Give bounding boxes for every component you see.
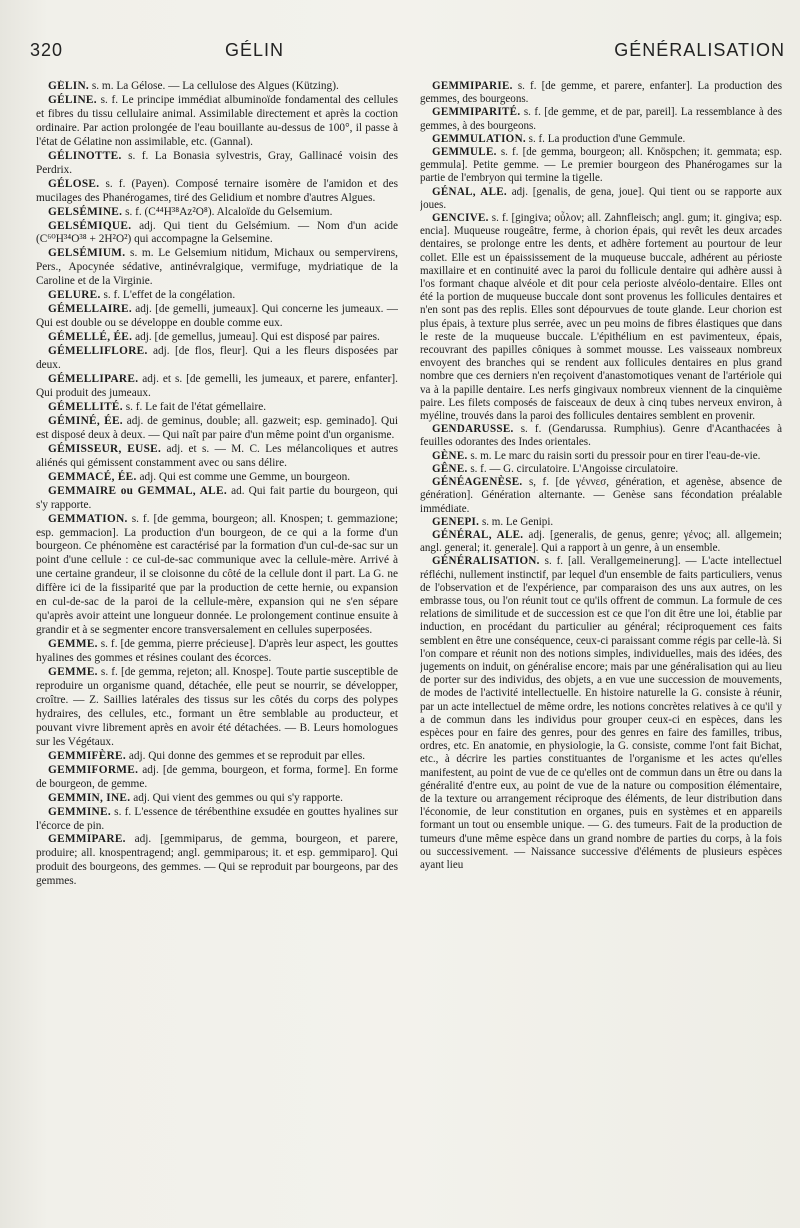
entry-definition: adj. et s. — M. C. Les mélancoliques et autres aliénés qui gémissent constamment avec ou sans délire. [36, 442, 398, 469]
entry-headword: GEMMIFÈRE. [48, 749, 126, 762]
entry-headword: GENEPI. [432, 515, 480, 528]
entry-definition: s. m. Le Gelsemium nitidum, Michaux ou sempervirens, Pers., Apocynée sédative, antinévralgique, vermifuge, mydriatique de la Caroline et de la Virginie. [36, 247, 398, 288]
dictionary-entry [36, 80, 398, 94]
dictionary-entry [36, 750, 398, 764]
entry-headword: GÉMELLAIRE. [48, 303, 132, 316]
entry-headword: GELSÉMIUM. [48, 247, 126, 260]
dictionary-entry [420, 80, 782, 106]
entry-definition: s. f. [all. Verallgemeinerung]. — L'acte intellectuel réfléchi, nullement instinctif, par lequel d'un ensemble de faits particuliers, venus de l'observation et de l'expérience, par comparaison des uns aux autres, on les embrasse tous, ou l'on réunit tout ce qu'ils offrent de commun. La formule de ces relations de similitude et de succession est ce que l'on dit être une loi, établie par induction, en procédant du particulier au général; réciproquement ces faits semblent en être une conséquence, ceux-ci paraissant comme régis par celle-là. Si l'on compare et réunit non des notions simples, individuelles, mais des idées, des jugements on induit, on généralise encore; mais par une généralisation qui au lieu de porter sur des individus, des objets, a en vue une succession de mouvements, de modes de l'activité intellectuelle. En histoire naturelle la G. consiste à réunir, par un acte intellectuel de même ordre, les notions concrètes relatives à ce qu'il y a de commun dans les individus pour grouper ceux-ci en espèces, dans les espèces pour en faire des genres, pour des genres en faire des familles, tribus, ordres, etc. En anatomie, en physiologie, la G. consiste, comme l'ont fait Bichat, etc., à décrire les parties constituantes de l'organisme et les actes qu'elles manifestent, au point de vue de ce qu'elles ont de commun dans un être ou dans la généralité d'entre eux, au point de vue de la nature ou composition élémentaire, de la texture ou arrangement réciproque des éléments, de leur distribution dans l'économie, de leur constitution en organes, puis en systèmes et en appareils formant un tout ou ensemble unique. — G. des tumeurs. Fait de la production de tumeurs d'une même espèce dans un grand nombre de parties du corps, à la fois ou successivement. — Naissance successive d'éléments de plusieurs espèces ayant lieu [420, 555, 782, 871]
entry-headword: GÉNÉRAL, ALE. [432, 528, 524, 541]
dictionary-entry [420, 450, 782, 463]
dictionary-entry [36, 415, 398, 443]
entry-headword: GÈNE. [432, 449, 468, 462]
entry-headword: GÉMINÉ, ÉE. [48, 414, 123, 427]
entry-definition: adj. Qui donne des gemmes et se reproduit par elles. [126, 749, 366, 762]
running-header [30, 40, 785, 68]
entry-definition: adj. de geminus, double; all. gazweit; esp. geminado]. Qui est disposé deux à deux. — Qui naît par paire d'un même point d'un organisme. [36, 414, 398, 441]
entry-headword: GENCIVE. [432, 212, 489, 225]
entry-definition: s. f. (Payen). Composé ternaire isomère de l'amidon et des mucilages des Phanérogames, tiré des Gelidium et nombre d'autres Algues. [36, 177, 398, 204]
entry-headword: GÉNÉRALISATION. [432, 555, 540, 568]
entry-headword: GÉLINOTTE. [48, 149, 122, 162]
dictionary-entry [420, 529, 782, 555]
entry-definition: adj. [gemmiparus, de gemma, bourgeon, et parere, produire; all. knospentragend; angl. gemmiparous; it. et esp. gemmiparo]. Qui produit des bourgeons, des gemmes. — Qui se reproduit par bourgeons, par des gemmes. [36, 833, 398, 888]
dictionary-entry [36, 806, 398, 834]
entry-headword: GÉLIN. [48, 80, 90, 92]
entry-definition: s, f. [de γέννεσ, génération, et agenèse, absence de génération]. Génération alternante. — Genèse sans fécondation préalable immédiate. [420, 476, 782, 515]
dictionary-entry [36, 289, 398, 303]
entry-headword: GEMMIN, INE. [48, 791, 131, 804]
entry-definition: s. m. Le Genipi. [479, 515, 554, 528]
page-number: 320 [30, 40, 64, 60]
header-first-word: GÉLIN [225, 40, 285, 60]
entry-headword: GEMMULE. [432, 146, 497, 159]
dictionary-entry [36, 666, 398, 750]
entry-definition: adj. Qui vient des gemmes ou qui s'y rapporte. [130, 791, 343, 804]
entry-headword: GÉMELLIPARE. [48, 373, 139, 386]
dictionary-entry [36, 485, 398, 513]
entry-definition: s. f. [de gemma, bourgeon; all. Knospen; t. gemmazione; esp. gemmacion]. La production d'un bourgeon, de ce qui a la forme d'un bourgeon. Ce phénomène est caractérisé par la formation d'un cul-de-sac sur un point d'une cellule : ce cul-de-sac communique avec la cellule-mère. Arrivé à une certaine grandeur, il se cloisonne du côté de la cellule dont il part. La G. ne diffère ici de la fissiparité que par la production de cette hernie, ou expansion en cul-de-sac de la paroi de la cellule-mère, expansion qui ne s'en sépare qu'après avoir atteint une longueur donnée. Le prolongement continue ensuite à grandir et à se segmenter encore transversalement en cellules superposées. [36, 512, 398, 637]
entry-headword: GÉMISSEUR, EUSE. [48, 442, 162, 455]
entry-headword: GEMME. [48, 666, 98, 679]
dictionary-entry [36, 206, 398, 220]
entry-headword: GEMME. [48, 638, 98, 651]
entry-definition: adj. [de gemellus, jumeau]. Qui est disposé par paires. [132, 331, 380, 344]
entry-headword: GELURE. [48, 289, 101, 302]
dictionary-entry [36, 178, 398, 206]
dictionary-entry [420, 133, 782, 146]
dictionary-entry [420, 146, 782, 186]
entry-headword: GELSÉMINE. [48, 205, 123, 218]
entry-definition: adj. [de gemma, bourgeon, et forma, forme]. En forme de bourgeon, de gemme. [36, 763, 398, 790]
dictionary-entry [420, 212, 782, 423]
entry-definition: s. f. — G. circulatoire. L'Angoisse circulatoire. [467, 462, 679, 475]
entry-headword: GÊNE. [432, 462, 468, 475]
entry-definition: s. f. [de gemma, pierre précieuse]. D'après leur aspect, les gouttes hyalines des gommes et résines coulant des écorces. [36, 638, 398, 665]
entry-definition: adj. Qui tient du Gelsémium. — Nom d'un acide (C⁶⁰H³⁴O³⁸ + 2H²O²) qui accompagne la Gelsemine. [36, 219, 398, 246]
entry-definition: adj. Qui est comme une Gemme, un bourgeon. [136, 470, 351, 483]
dictionary-entry [36, 150, 398, 178]
entry-definition: adj. [generalis, de genus, genre; γένος; all. allgemein; angl. general; it. generale]. Qui a rapport à un genre, à un ensemble. [420, 528, 782, 555]
entry-definition: s. f. [gingiva; οὖλον; all. Zahnfleisch; angl. gum; it. gingiva; esp. encia]. Muqueuse rougeâtre, ferme, à chorion épais, qui revêt les deux arcades dentaires, se prolonge entre les dents, et adhère fortement au pourtour de leur collet. Elle est un épaississement de la muqueuse buccale, adhérent au périoste maxillaire et en continuité avec la paroi du follicule dentaire qui adhère aussi à l'os formant chaque alvéole et dit pour cela perioste alvéolo-dentaire. Elles ont été la portion de muqueuse buccale dont sont provenus les follicules dentaires et n'en sont pas des replis. Elles sont dépourvues de toute glande. Leur chorion est plus épais, à texture plus serrée, avec un peu moins de fibres élastiques que dans le reste de la muqueuse buccale. L'épithélium en est pavimenteux, épais, recouvrant des papilles côniques à sommet mousse. Les vaisseaux nombreux envoyent des branches qui se rendent aux follicules dentaires en plus grand nombre que ces derniers n'en reçoivent d'anastomotiques venant de l'artériole qui va à la papille dentaire. Les nerfs gingivaux nombreux viennent de la cinquième paire. Les filets composés de faisceaux de deux à cinq tubes nerveux environ, à myéline, trouvés dans la paroi des follicules dentaires semblent en provenir. [420, 212, 782, 423]
dictionary-entry [36, 792, 398, 806]
entry-definition: adj. [genalis, de gena, joue]. Qui tient ou se rapporte aux joues. [420, 185, 782, 211]
entry-definition: s. f. [de gemme, et parere, enfanter]. La production des gemmes, des bourgeons. [420, 80, 782, 106]
dictionary-entry [36, 345, 398, 373]
entry-headword: GEMMIPARITÉ. [432, 106, 521, 119]
dictionary-entry [420, 476, 782, 516]
dictionary-entry [36, 638, 398, 666]
dictionary-entry [36, 513, 398, 639]
entry-headword: GÉMELLIFLORE. [48, 345, 148, 358]
entry-definition: s. f. L'essence de térébenthine exsudée en gouttes hyalines sur l'écorce de pin. [36, 805, 398, 832]
entry-headword: GÉMELLITÉ. [48, 400, 123, 413]
entry-definition: s. f. Le fait de l'état gémellaire. [122, 400, 267, 413]
header-last-word: GÉNÉRALISATION [614, 40, 785, 60]
dictionary-entry [36, 833, 398, 889]
left-column [36, 80, 398, 1215]
entry-headword: GEMMIPARE. [48, 833, 126, 846]
dictionary-entry [36, 220, 398, 248]
entry-definition: s. f. [de gemma, rejeton; all. Knospe]. Toute partie susceptible de reproduire un organisme quand, détachée, elle peut se nourrir, se développer, croître. — Z. Saillies latérales des tissus sur les côtés du corps des polypes hydraires, des cellules, etc., formant un être semblable au producteur, et pouvant vivre librement après en avoir été détachées. — B. Leurs homologues sur les Végétaux. [36, 666, 398, 748]
entry-definition: s. f. [de gemme, et de par, pareil]. La ressemblance à des gemmes, à des bourgeons. [420, 106, 782, 132]
dictionary-entry [420, 555, 782, 872]
entry-headword: GÉLOSE. [48, 177, 100, 190]
entry-headword: GENDARUSSE. [432, 423, 514, 436]
entry-headword: GELSÉMIQUE. [48, 219, 132, 232]
entry-definition: s. m. La Gélose. — La cellulose des Algues (Kützing). [89, 80, 339, 92]
entry-headword: GEMMATION. [48, 512, 128, 525]
entry-headword: GEMMAIRE ou GEMMAL, ALE. [48, 484, 227, 497]
dictionary-entry [420, 423, 782, 449]
dictionary-entry [36, 401, 398, 415]
entry-headword: GÉMELLÉ, ÉE. [48, 331, 133, 344]
dictionary-entry [36, 443, 398, 471]
entry-headword: GÉLINE. [48, 93, 97, 106]
entry-definition: s. f. (Gendarussa. Rumphius). Genre d'Acanthacées à feuilles odorantes des Indes orientales. [420, 423, 782, 449]
entry-headword: GEMMULATION. [432, 132, 526, 145]
dictionary-entry [420, 463, 782, 476]
entry-definition: s. f. Le principe immédiat albuminoïde fondamental des cellules et fibres du tissu cellulaire animal. Assimilable directement et après la coction ordinaire. Par action prolongée de l'eau bouillante au-dessus de 100°, il passe à l'état de Gélatine non assimilable, etc. (Gannal). [36, 93, 398, 148]
entry-definition: adj. [de flos, fleur]. Qui a les fleurs disposées par deux. [36, 345, 398, 372]
dictionary-entry [420, 106, 782, 132]
entry-definition: s. f. La production d'une Gemmule. [525, 132, 686, 145]
entry-definition: s. f. La Bonasia sylvestris, Gray, Gallinacé voisin des Perdrix. [36, 149, 398, 176]
dictionary-entry [420, 516, 782, 529]
entry-definition: ad. Qui fait partie du bourgeon, qui s'y rapporte. [36, 484, 398, 511]
entry-definition: s. m. Le marc du raisin sorti du pressoir pour en tirer l'eau-de-vie. [467, 449, 761, 462]
dictionary-entry [36, 247, 398, 289]
entry-headword: GEMMINE. [48, 805, 111, 818]
dictionary-entry [36, 331, 398, 345]
entry-headword: GÉNAL, ALE. [432, 185, 507, 198]
entry-definition: s. f. (C⁴⁴H³⁸Az²O⁸). Alcaloïde du Gelsemium. [122, 205, 333, 218]
dictionary-entry [36, 94, 398, 150]
dictionary-entry [36, 373, 398, 401]
entry-definition: adj. [de gemelli, jumeaux]. Qui concerne les jumeaux. — Qui est double ou se développe en double comme eux. [36, 303, 398, 330]
entry-headword: GEMMIFORME. [48, 763, 139, 776]
entry-definition: s. f. L'effet de la congélation. [100, 289, 236, 302]
entry-headword: GEMMACÉ, ÉE. [48, 470, 137, 483]
dictionary-entry [36, 303, 398, 331]
dictionary-entry [420, 186, 782, 212]
dictionary-entry [36, 471, 398, 485]
entry-definition: adj. et s. [de gemelli, les jumeaux, et parere, enfanter]. Qui produit des jumeaux. [36, 373, 398, 399]
right-column [420, 80, 782, 1215]
entry-headword: GÉNÉAGENÈSE. [432, 476, 523, 489]
entry-definition: s. f. [de gemma, bourgeon; all. Knöspchen; it. gemmata; esp. gemmula]. Petite gemme. — Le premier bourgeon des Phanérogames sur la partie de l'embryon qui termine la tigelle. [420, 146, 782, 185]
dictionary-entry [36, 764, 398, 792]
entry-headword: GEMMIPARIE. [432, 80, 513, 92]
